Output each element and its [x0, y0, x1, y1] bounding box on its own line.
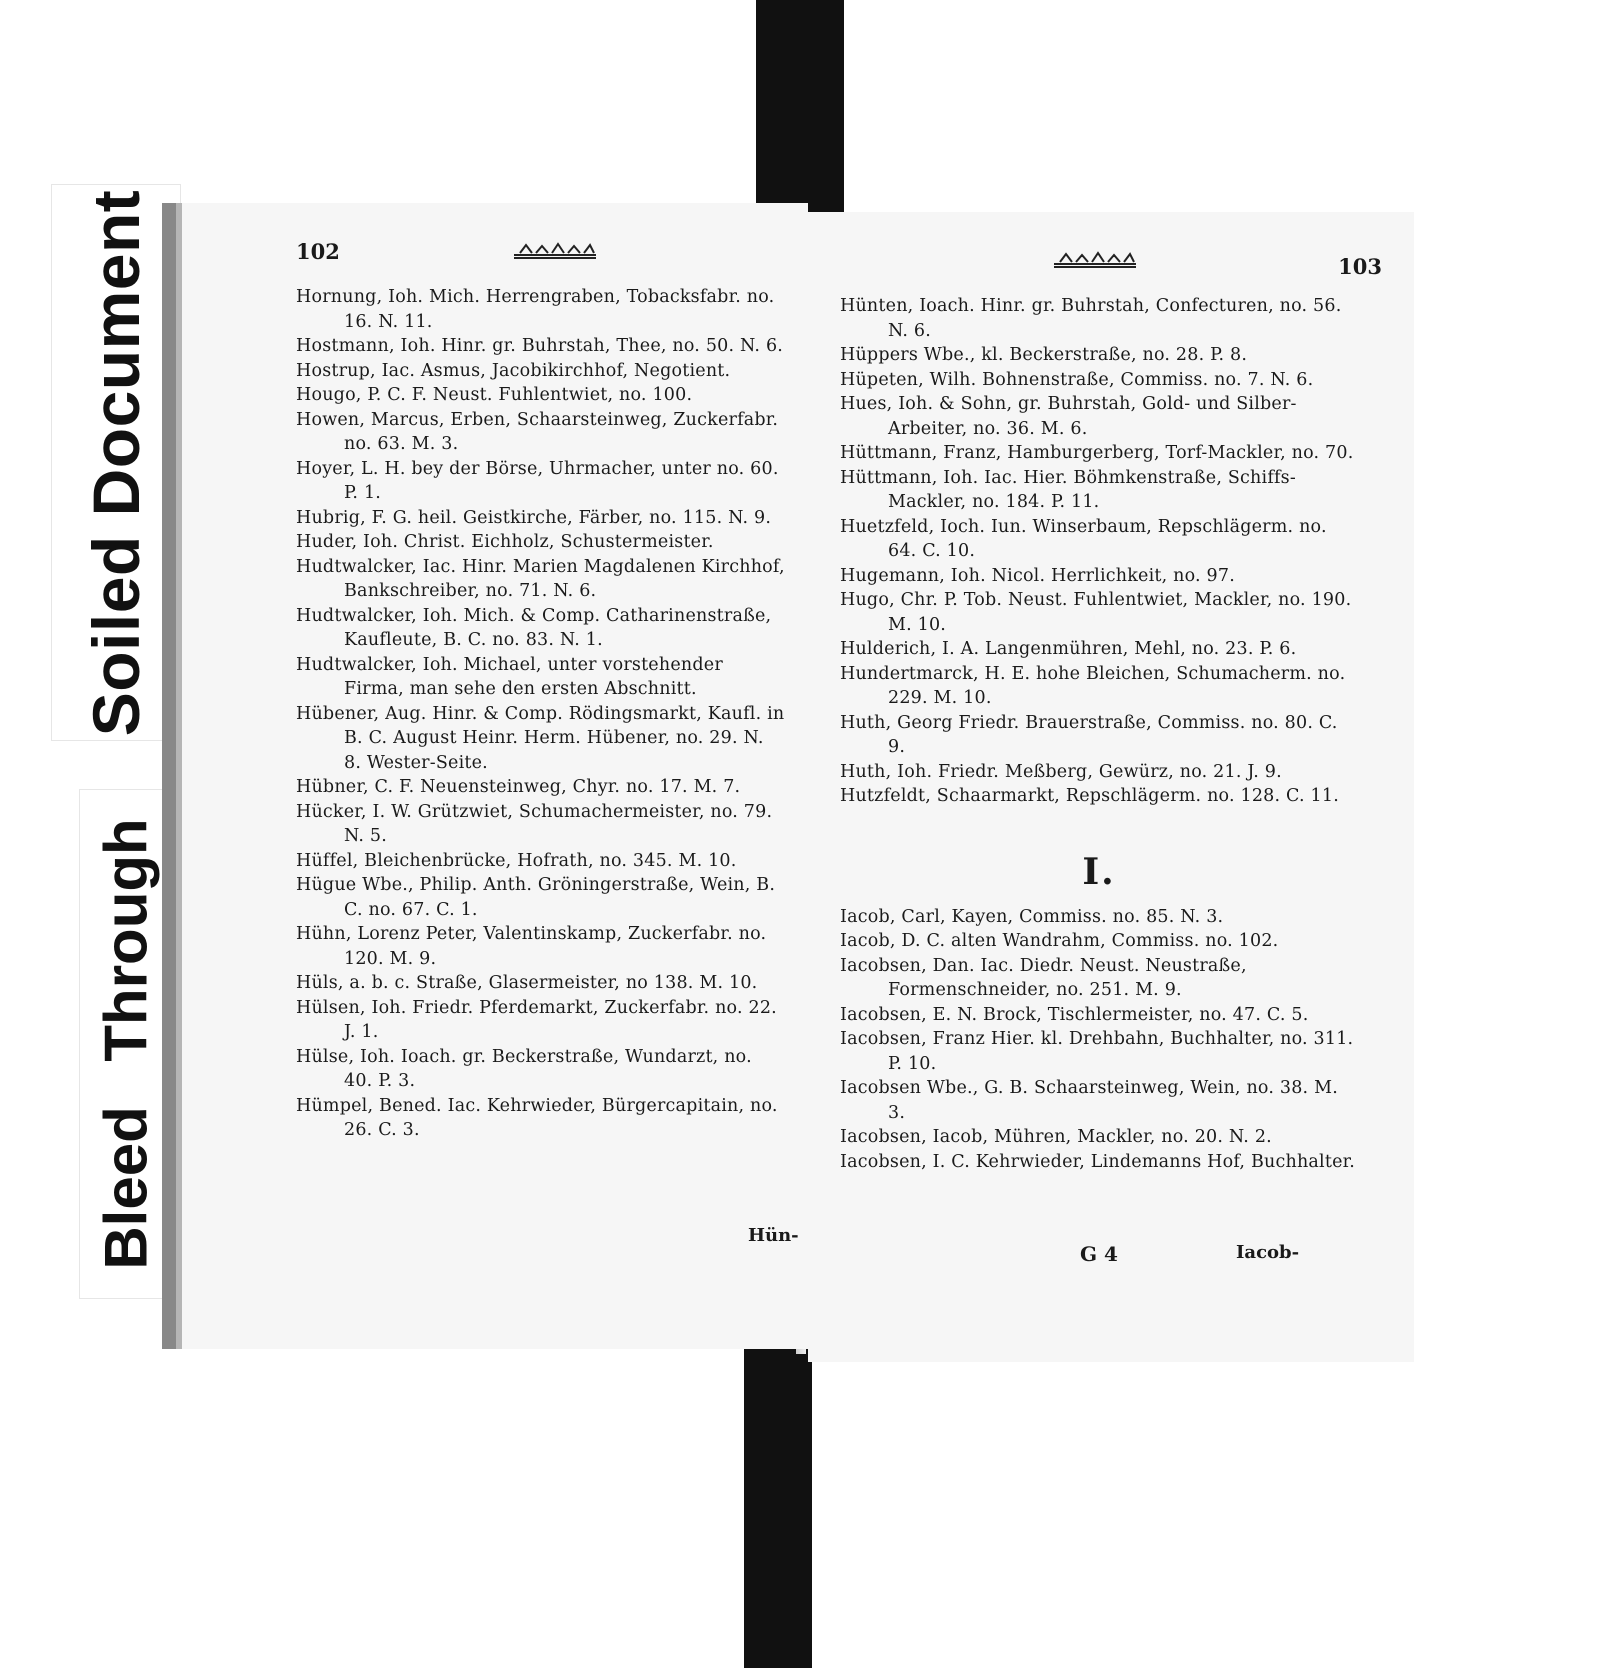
list-item: Hübner, C. F. Neuensteinweg, Chyr. no. 17. M. 7.	[296, 777, 741, 797]
list-item: Hugo, Chr. P. Tob. Neust. Fuhlentwiet, Mackler, no. 190. M. 10.	[840, 590, 1352, 635]
list-item: Hornung, Ioh. Mich. Herrengraben, Tobacksfabr. no. 16. N. 11.	[296, 287, 775, 332]
list-item: Iacob, D. C. alten Wandrahm, Commiss. no. 102.	[840, 931, 1279, 951]
section-heading-i: I.	[1082, 850, 1116, 893]
right-entry-list	[840, 294, 1358, 1174]
list-item: Hümpel, Bened. Iac. Kehrwieder, Bürgercapitain, no. 26. C. 3.	[296, 1095, 778, 1140]
list-item: Huetzfeld, Ioch. Iun. Winserbaum, Repschlägerm. no. 64. C. 10.	[840, 516, 1327, 561]
list-item: Hüls, a. b. c. Straße, Glasermeister, no 138. M. 10.	[296, 973, 758, 993]
list-item: Iacobsen, I. C. Kehrwieder, Lindemanns Hof, Buchhalter.	[840, 1151, 1356, 1172]
list-item: Hudtwalcker, Ioh. Mich. & Comp. Catharinenstraße, Kaufleute, B. C. no. 83. N. 1.	[296, 605, 772, 650]
right-catchword: Iacob-	[1236, 1242, 1300, 1263]
list-item: Hutzfeldt, Schaarmarkt, Repschlägerm. no. 128. C. 11.	[840, 786, 1339, 806]
left-entry-list	[296, 285, 786, 1143]
list-item: Hougo, P. C. F. Neust. Fuhlentwiet, no. 100.	[296, 385, 693, 405]
list-item: Hübener, Aug. Hinr. & Comp. Rödingsmarkt, Kaufl. in B. C. August Heinr. Herm. Hübener, no. 29. N. 8. Wester-Seite.	[296, 703, 785, 773]
list-item: Huth, Georg Friedr. Brauerstraße, Commiss. no. 80. C. 9.	[840, 712, 1338, 757]
book-spine-bottom	[744, 1340, 812, 1668]
soiled-document-label-box	[52, 185, 180, 740]
list-item: Hünten, Ioach. Hinr. gr. Buhrstah, Confecturen, no. 56. N. 6.	[840, 296, 1342, 341]
printer-signature-mark: G 4	[1080, 1242, 1118, 1266]
list-item: Hügue Wbe., Philip. Anth. Gröningerstraße, Wein, B. C. no. 67. C. 1.	[296, 875, 776, 920]
list-item: Iacob, Carl, Kayen, Commiss. no. 85. N. 3.	[840, 906, 1224, 927]
left-catchword: Hün-	[748, 1225, 799, 1246]
list-item: Hulderich, I. A. Langenmühren, Mehl, no. 23. P. 6.	[840, 639, 1297, 659]
list-item: Hoyer, L. H. bey der Börse, Uhrmacher, unter no. 60. P. 1.	[296, 458, 779, 503]
list-item: Iacobsen, Iacob, Mühren, Mackler, no. 20. N. 2.	[840, 1127, 1272, 1147]
list-item: Iacobsen, Franz Hier. kl. Drehbahn, Buchhalter, no. 311. P. 10.	[840, 1029, 1354, 1074]
list-item: Huth, Ioh. Friedr. Meßberg, Gewürz, no. 21. J. 9.	[840, 761, 1282, 782]
right-page	[808, 212, 1414, 1362]
left-page-number: 102	[296, 239, 340, 264]
list-item: Hudtwalcker, Iac. Hinr. Marien Magdalenen Kirchhof, Bankschreiber, no. 71. N. 6.	[296, 556, 785, 601]
list-item: Iacobsen, Dan. Iac. Diedr. Neust. Neustraße, Formenschneider, no. 251. M. 9.	[840, 955, 1247, 1000]
list-item: Iacobsen Wbe., G. B. Schaarsteinweg, Wein, no. 38. M. 3.	[840, 1078, 1338, 1123]
list-item: Hüppers Wbe., kl. Beckerstraße, no. 28. P. 8.	[840, 345, 1248, 365]
list-item: Hühn, Lorenz Peter, Valentinskamp, Zuckerfabr. no. 120. M. 9.	[296, 924, 767, 969]
right-page-number: 103	[1338, 254, 1382, 279]
list-item: Hücker, I. W. Grützwiet, Schumachermeister, no. 79. N. 5.	[296, 801, 773, 846]
list-item: Huder, Ioh. Christ. Eichholz, Schustermeister.	[296, 532, 714, 552]
list-item: Hüffel, Bleichenbrücke, Hofrath, no. 345. M. 10.	[296, 850, 737, 871]
list-item: Hugemann, Ioh. Nicol. Herrlichkeit, no. 97.	[840, 565, 1235, 586]
book-spine-top	[756, 0, 844, 215]
list-item: Hubrig, F. G. heil. Geistkirche, Färber, no. 115. N. 9.	[296, 507, 772, 528]
list-item: Hues, Ioh. & Sohn, gr. Buhrstah, Gold- und Silber-Arbeiter, no. 36. M. 6.	[840, 394, 1297, 439]
left-page	[162, 203, 808, 1349]
bleed-through-label-box	[80, 790, 172, 1298]
list-item: Hostrup, Iac. Asmus, Jacobikirchhof, Negotient.	[296, 360, 731, 381]
list-item: Howen, Marcus, Erben, Schaarsteinweg, Zuckerfabr. no. 63. M. 3.	[296, 409, 779, 454]
list-item: Hüpeten, Wilh. Bohnenstraße, Commiss. no. 7. N. 6.	[840, 369, 1314, 390]
left-page-header	[176, 233, 808, 269]
soiled-document-label: Soiled Document	[79, 189, 153, 736]
list-item: Hudtwalcker, Ioh. Michael, unter vorstehender Firma, man sehe den ersten Abschnitt.	[296, 654, 723, 699]
list-item: Hüttmann, Franz, Hamburgerberg, Torf-Mackler, no. 70.	[840, 443, 1354, 463]
list-item: Hüttmann, Ioh. Iac. Hier. Böhmkenstraße, Schiffs-Mackler, no. 184. P. 11.	[840, 467, 1296, 512]
bleed-through-label: Bleed Through	[92, 818, 160, 1270]
header-ornament-icon	[512, 239, 598, 261]
right-page-header	[808, 242, 1414, 278]
list-item: Hülsen, Ioh. Friedr. Pferdemarkt, Zuckerfabr. no. 22. J. 1.	[296, 997, 777, 1042]
list-item: Hundertmarck, H. E. hohe Bleichen, Schumacherm. no. 229. M. 10.	[840, 663, 1346, 708]
list-item: Iacobsen, E. N. Brock, Tischlermeister, no. 47. C. 5.	[840, 1004, 1309, 1025]
list-item: Hostmann, Ioh. Hinr. gr. Buhrstah, Thee, no. 50. N. 6.	[296, 336, 784, 356]
list-item: Hülse, Ioh. Ioach. gr. Beckerstraße, Wundarzt, no. 40. P. 3.	[296, 1046, 752, 1091]
header-ornament-icon	[1052, 248, 1138, 270]
